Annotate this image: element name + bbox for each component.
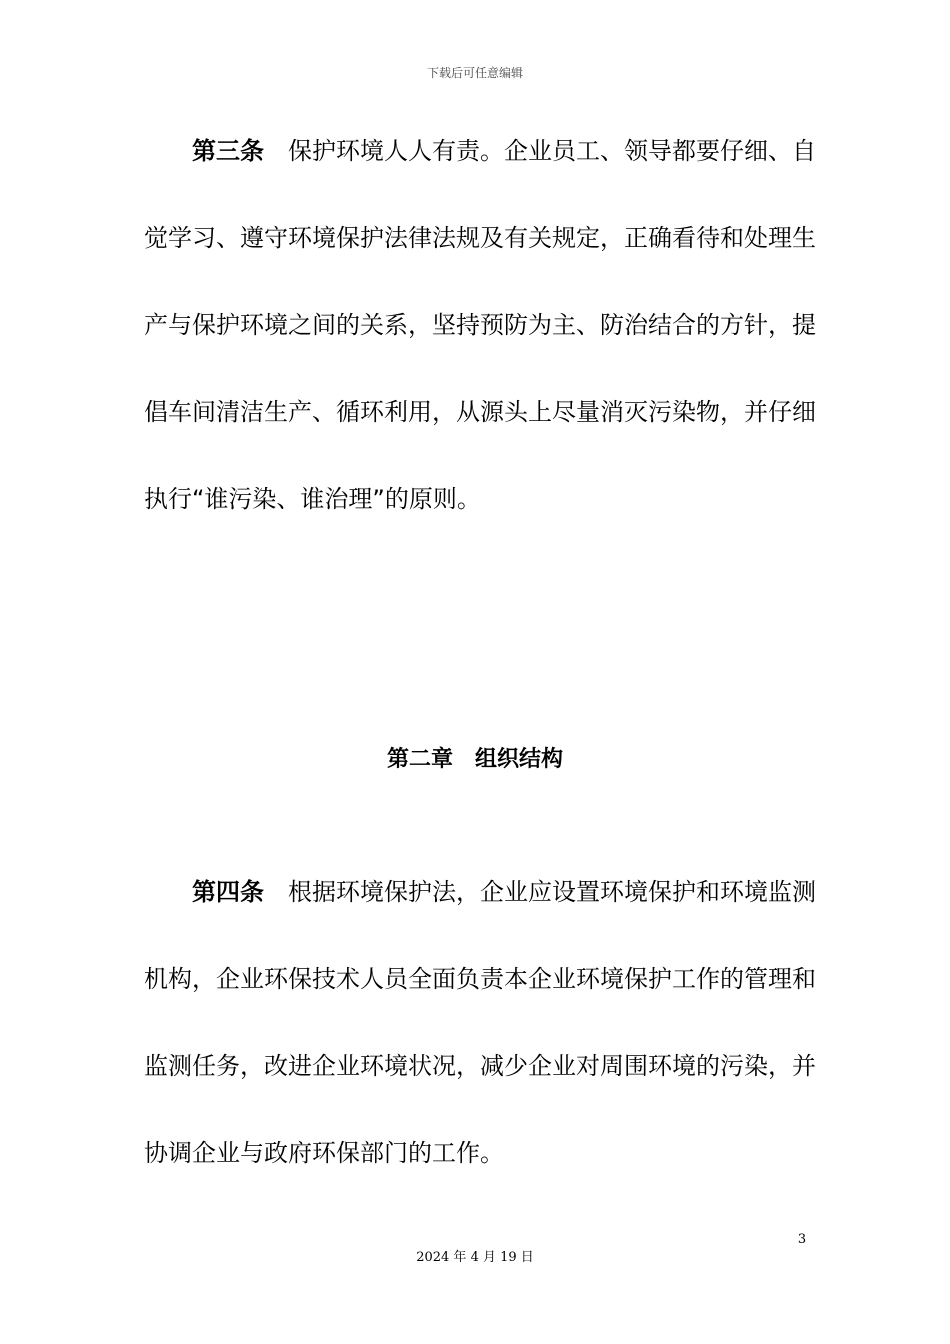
article-3-line-3: 产与保护环境之间的关系，坚持预防为主、防治结合的方针，提: [144, 311, 816, 339]
footer-date: 2024 年 4 月 19 日: [416, 1250, 534, 1265]
article-3-text-1: 保护环境人人有责。企业员工、领导都要仔细、自: [288, 137, 816, 165]
chapter-number: 第二章: [386, 747, 453, 772]
article-4-label: 第四条: [192, 878, 264, 906]
article-4-line-1: [144, 849, 816, 936]
article-3-label: 第三条: [192, 137, 264, 165]
article-3-line-4: 倡车间清洁生产、循环利用，从源头上尽量消灭污染物，并仔细: [144, 398, 816, 426]
article-3-line-5: 执行“谁污染、谁治理”的原则。: [144, 485, 481, 513]
article-4-paragraph: [144, 849, 816, 1197]
chapter-title: 组织结构: [475, 747, 564, 772]
header-note: 下载后可任意编辑: [426, 66, 523, 80]
chapter-heading: [0, 740, 950, 780]
article-4-text-1: 根据环境保护法，企业应设置环境保护和环境监测: [288, 878, 816, 906]
page-number: 3: [797, 1232, 807, 1247]
article-3-line-1: [144, 108, 816, 195]
article-4-line-4: 协调企业与政府环保部门的工作。: [144, 1139, 504, 1167]
article-4-line-3: 监测任务，改进企业环境状况，减少企业对周围环境的污染，并: [144, 1052, 816, 1080]
article-3-paragraph: [144, 108, 816, 543]
article-4-line-2: 机构，企业环保技术人员全面负责本企业环境保护工作的管理和: [144, 965, 816, 993]
article-3-line-2: 觉学习、遵守环境保护法律法规及有关规定，正确看待和处理生: [144, 224, 816, 252]
